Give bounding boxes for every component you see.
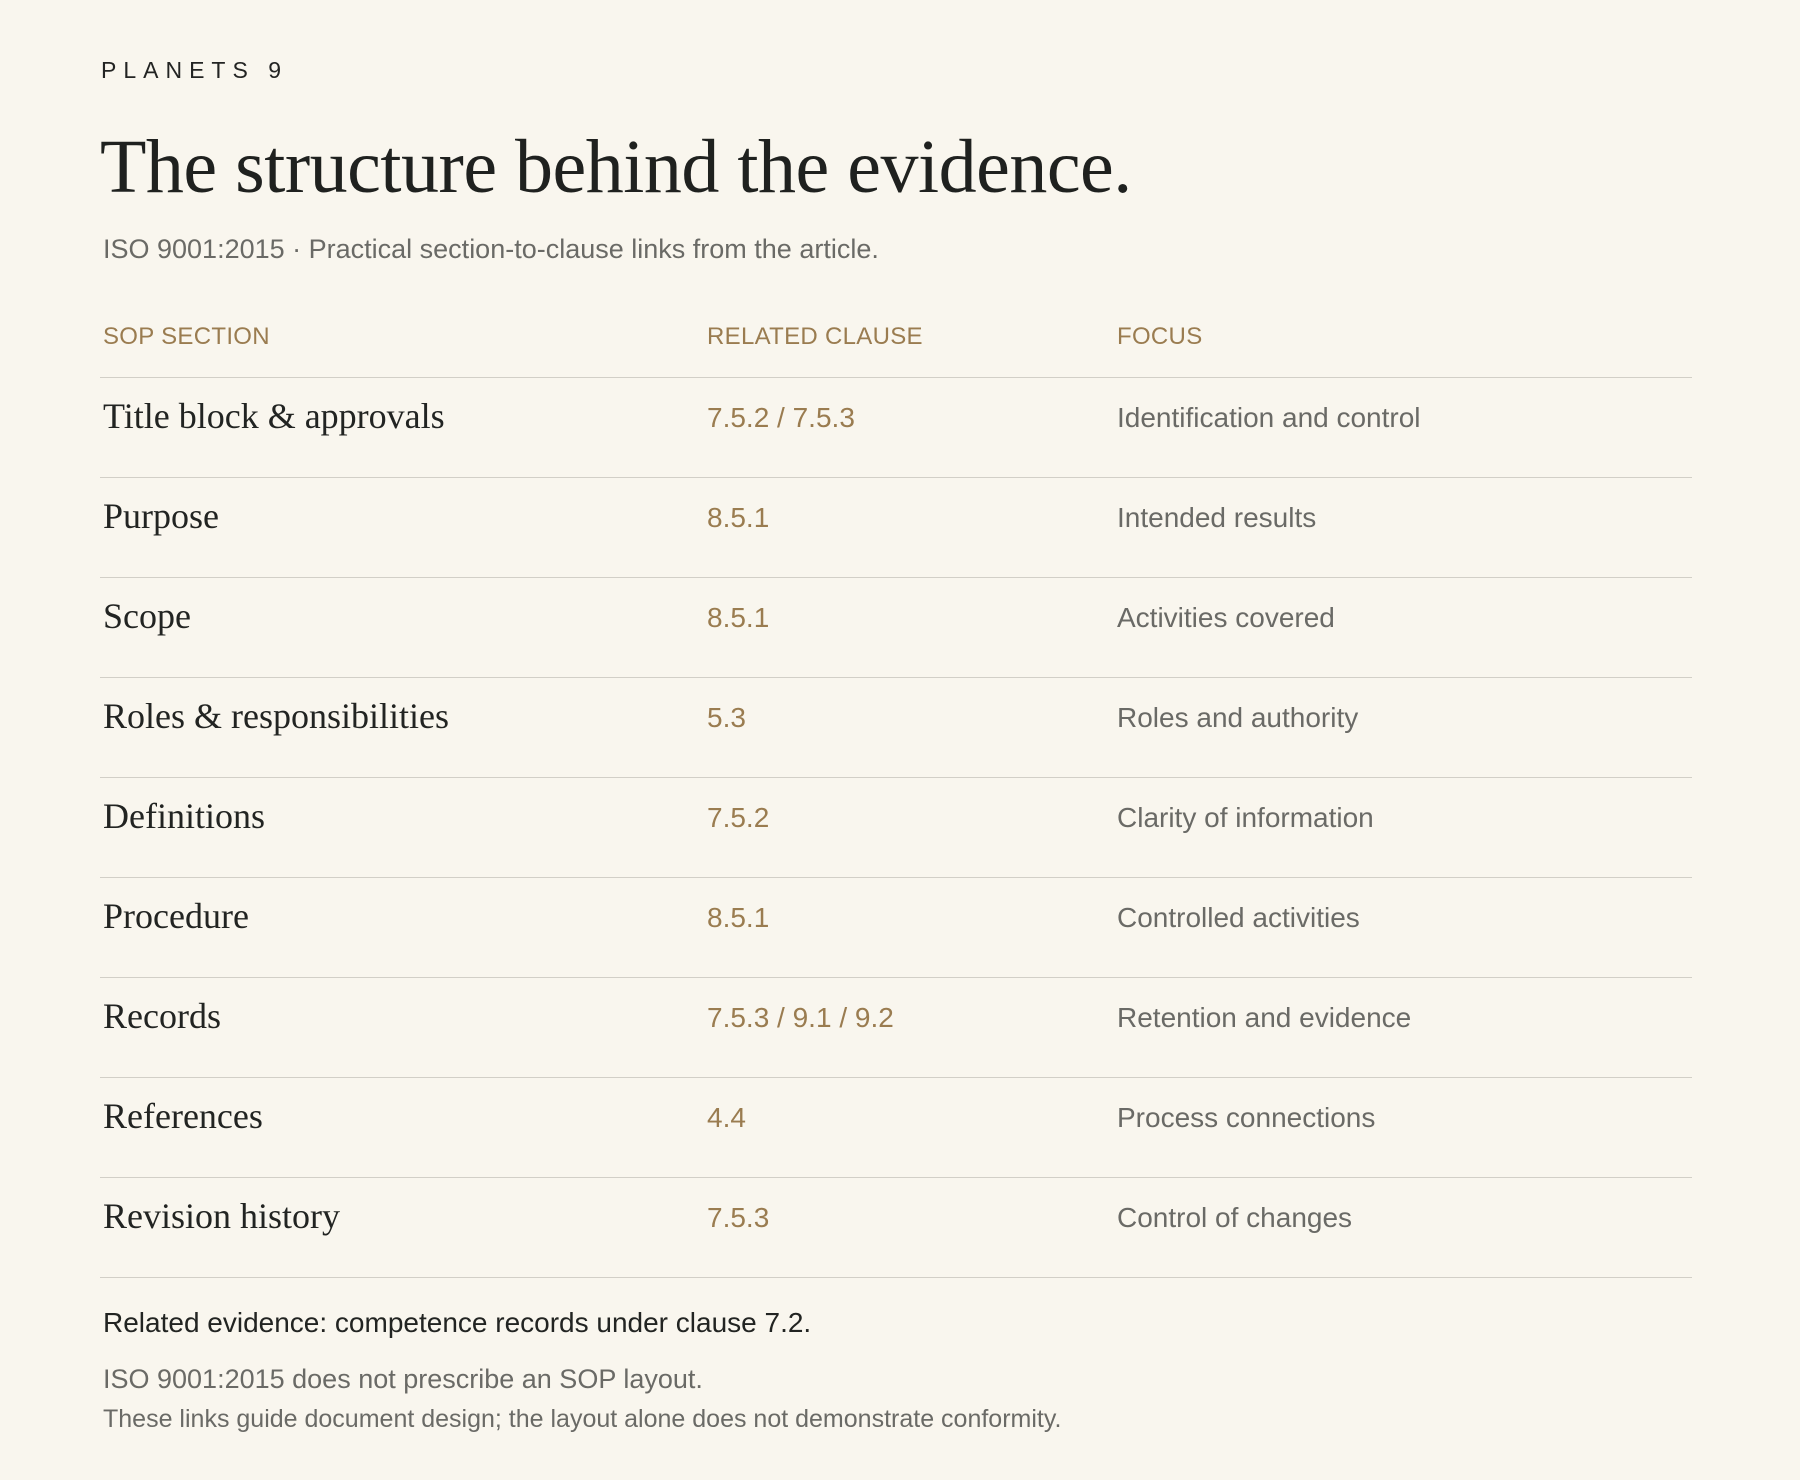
table-row (100, 1178, 1692, 1278)
row-focus: Identification and control (1117, 402, 1421, 433)
row-clause: 7.5.2 (707, 802, 770, 833)
row-focus: Activities covered (1117, 602, 1335, 633)
table-header (100, 312, 1692, 378)
header-focus: FOCUS (1117, 323, 1203, 350)
row-clause: 7.5.3 (707, 1202, 770, 1233)
header-sop-section: SOP SECTION (103, 323, 270, 350)
iso-layout-note: ISO 9001:2015 does not prescribe an SOP layout. (103, 1364, 703, 1394)
page-subtitle: ISO 9001:2015 · Practical section-to-clause links from the article. (103, 234, 879, 264)
row-focus: Controlled activities (1117, 902, 1360, 933)
conformity-disclaimer: These links guide document design; the layout alone does not demonstrate conformity. (103, 1405, 1062, 1433)
row-focus: Roles and authority (1117, 702, 1359, 733)
row-section: Procedure (103, 896, 249, 936)
row-focus: Clarity of information (1117, 802, 1374, 833)
row-clause: 7.5.3 / 9.1 / 9.2 (707, 1002, 894, 1033)
related-evidence-note: Related evidence: competence records under clause 7.2. (103, 1307, 812, 1338)
row-clause: 8.5.1 (707, 902, 770, 933)
table-row (100, 878, 1692, 978)
table-row (100, 578, 1692, 678)
row-section: Purpose (103, 496, 219, 536)
row-focus: Intended results (1117, 502, 1317, 533)
row-section: Title block & approvals (103, 396, 445, 436)
row-focus: Control of changes (1117, 1202, 1353, 1233)
row-clause: 8.5.1 (707, 502, 770, 533)
page-title: The structure behind the evidence. (100, 125, 1132, 209)
row-section: Roles & responsibilities (103, 696, 449, 736)
table-row (100, 978, 1692, 1078)
brand-wordmark: PLANETS 9 (101, 57, 288, 83)
table-row (100, 778, 1692, 878)
row-clause: 4.4 (707, 1102, 746, 1133)
row-section: References (103, 1096, 263, 1136)
row-section: Scope (103, 596, 191, 636)
row-section: Definitions (103, 796, 265, 836)
row-section: Revision history (103, 1196, 341, 1236)
table-row (100, 378, 1692, 478)
table-row (100, 678, 1692, 778)
clause-table (100, 312, 1692, 1278)
row-focus: Process connections (1117, 1102, 1376, 1133)
table-row (100, 478, 1692, 578)
row-clause: 5.3 (707, 702, 746, 733)
table-row (100, 1078, 1692, 1178)
row-focus: Retention and evidence (1117, 1002, 1412, 1033)
row-clause: 8.5.1 (707, 602, 770, 633)
row-section: Records (103, 996, 221, 1036)
header-related-clause: RELATED CLAUSE (707, 323, 923, 350)
row-clause: 7.5.2 / 7.5.3 (707, 402, 855, 433)
